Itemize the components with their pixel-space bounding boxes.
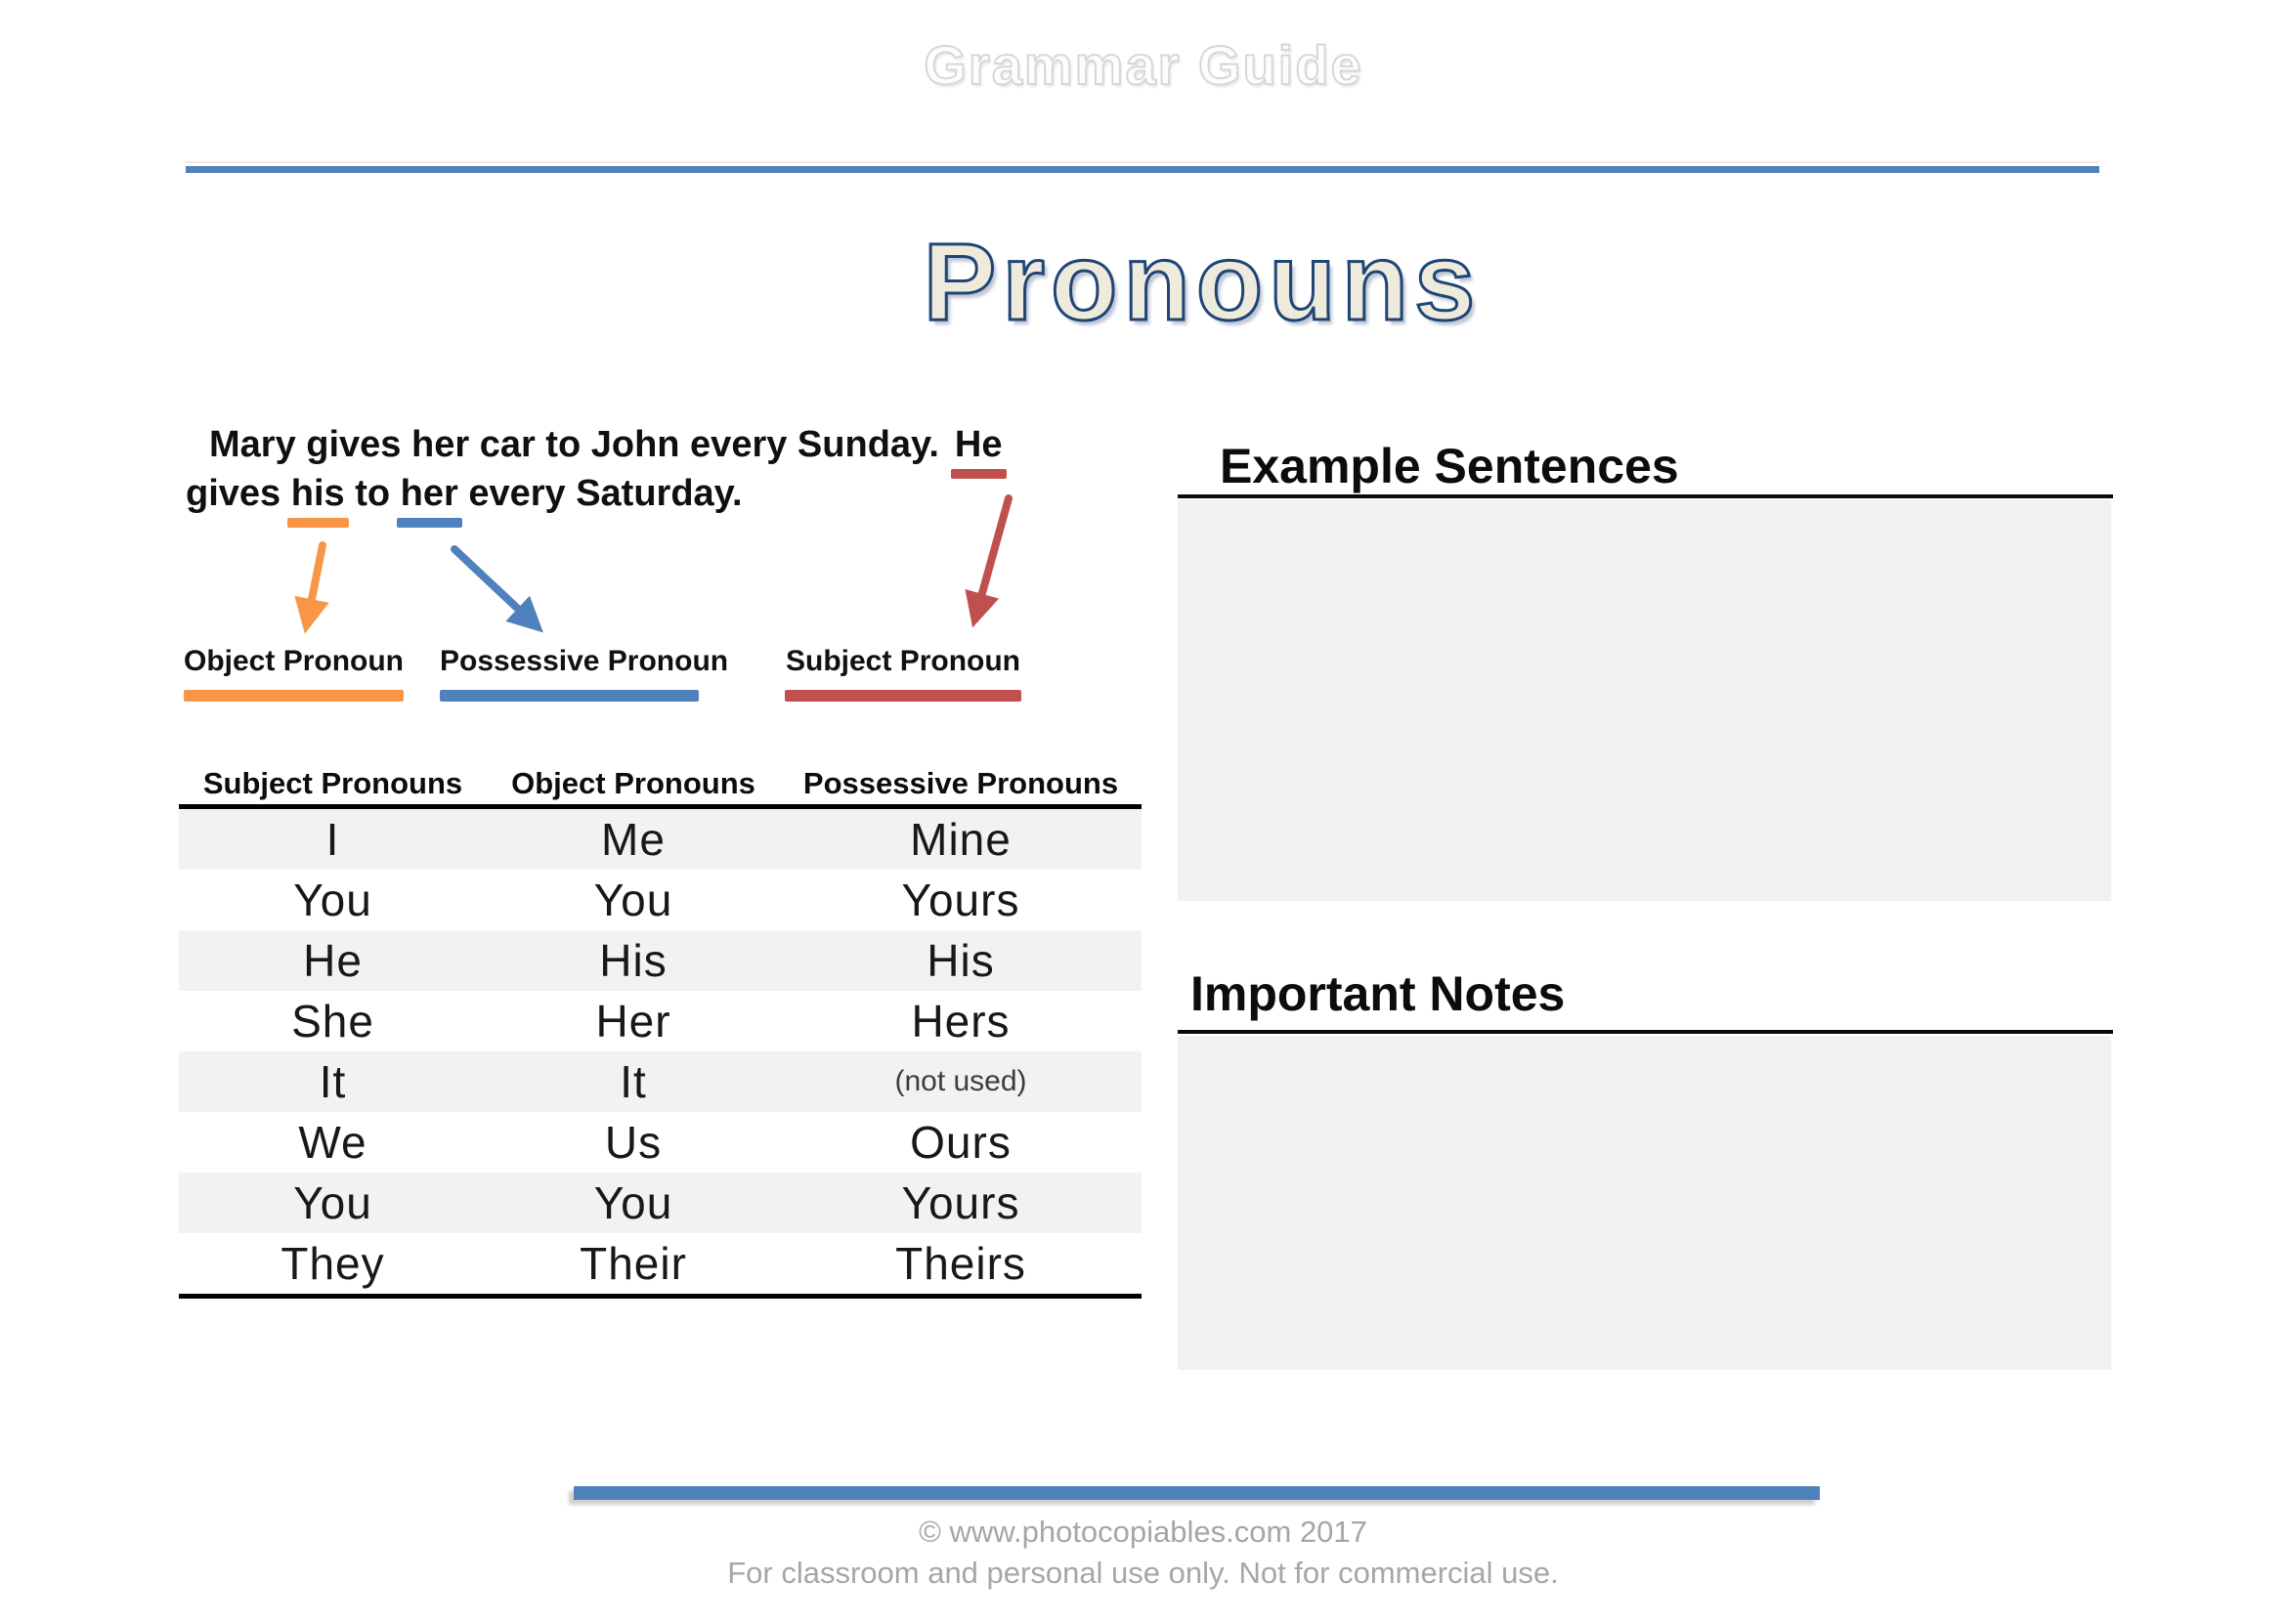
table-cell: It — [319, 1056, 347, 1107]
sentence-text: every Saturday. — [457, 473, 743, 514]
label-text: Subject Pronoun — [786, 645, 1020, 677]
table-cell: Yours — [901, 1177, 1020, 1228]
sentence-line-1 — [186, 420, 1003, 469]
table-cell: Me — [601, 814, 666, 865]
example-sentences-box — [1178, 500, 2111, 901]
table-bottom-border — [179, 1294, 1142, 1299]
pronoun-table — [179, 750, 1142, 1299]
example-sentences-rule — [1178, 494, 2113, 498]
table-cell: I — [325, 814, 340, 865]
footer-accent-bar — [574, 1486, 1820, 1500]
object-pronoun-label — [184, 645, 404, 702]
table-cell: You — [593, 1177, 673, 1228]
table-cell: You — [293, 875, 372, 925]
table-cell: Ours — [910, 1117, 1012, 1168]
table-row — [179, 930, 1142, 991]
column-header-subject: Subject Pronouns — [202, 766, 463, 800]
example-sentences-title: Example Sentences — [1220, 439, 1679, 493]
table-row — [179, 1112, 1142, 1173]
red-arrow — [975, 498, 1009, 618]
label-text: Possessive Pronoun — [440, 645, 729, 677]
page-header-title: Grammar Guide — [924, 34, 1363, 96]
label-text: Object Pronoun — [184, 645, 404, 677]
table-cell: They — [280, 1238, 385, 1289]
table-cell: It — [620, 1056, 647, 1107]
table-cell: Her — [595, 996, 671, 1047]
table-cell: He — [303, 935, 363, 986]
column-header-object: Object Pronouns — [511, 766, 755, 800]
table-cell: Mine — [910, 814, 1012, 865]
sentence-text: to — [344, 473, 401, 514]
red-underline-bar — [785, 690, 1021, 702]
table-row — [179, 1233, 1142, 1294]
table-cell: His — [599, 935, 668, 986]
table-cell: Theirs — [895, 1238, 1026, 1289]
subject-pronoun-word: He — [954, 424, 1003, 465]
table-row — [179, 809, 1142, 870]
table-row — [179, 870, 1142, 930]
blue-arrow — [454, 549, 536, 625]
header-rule-blue — [186, 166, 2099, 173]
table-row — [179, 1051, 1142, 1112]
blue-underline-bar — [440, 690, 699, 702]
table-cell: Yours — [901, 875, 1020, 925]
table-cell: Their — [580, 1238, 687, 1289]
page-title: Pronouns — [923, 221, 1482, 343]
table-row — [179, 991, 1142, 1051]
table-cell: Hers — [911, 996, 1011, 1047]
possessive-pronoun-label — [440, 645, 729, 702]
table-row — [179, 1173, 1142, 1233]
annotation-arrows — [176, 489, 1075, 743]
column-header-possessive: Possessive Pronouns — [802, 766, 1119, 800]
table-cell: Us — [604, 1117, 663, 1168]
table-cell: You — [293, 1177, 372, 1228]
table-cell-not-used: (not used) — [894, 1065, 1027, 1097]
footer-usage-note: For classroom and personal use only. Not for commercial use. — [727, 1556, 1559, 1590]
table-cell: You — [593, 875, 673, 925]
orange-underline-bar — [184, 690, 404, 702]
table-cell: She — [291, 996, 374, 1047]
sentence-text: gives — [186, 473, 291, 514]
possessive-pronoun-word: her — [400, 473, 458, 514]
table-cell: His — [927, 935, 995, 986]
object-pronoun-word: his — [290, 473, 345, 514]
footer-copyright: © www.photocopiables.com 2017 — [919, 1515, 1367, 1549]
orange-arrow — [307, 545, 323, 623]
subject-pronoun-label — [785, 645, 1021, 702]
important-notes-box — [1178, 1036, 2111, 1370]
header-rule-cream — [186, 161, 2099, 163]
table-header-row — [179, 750, 1142, 801]
important-notes-rule — [1178, 1030, 2113, 1034]
sentence-text: Mary gives her car to John every Sunday. — [209, 424, 939, 465]
table-cell: We — [298, 1117, 367, 1168]
important-notes-title: Important Notes — [1190, 966, 1566, 1021]
